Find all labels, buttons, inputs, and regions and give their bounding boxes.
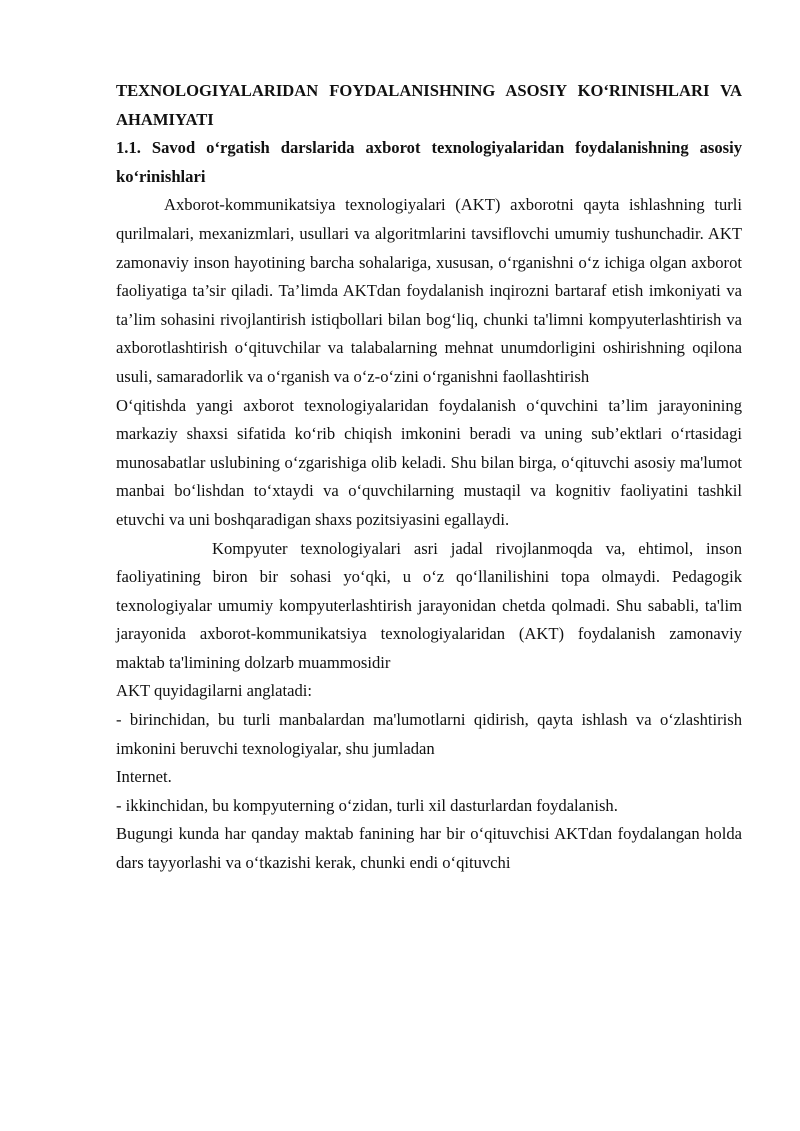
main-title: TEXNOLOGIYALARIDAN FOYDALANISHNING ASOSIY KO‘RINISHLARI VA AHAMIYATI (116, 81, 742, 129)
list-item-first-continuation: Internet. (116, 767, 172, 787)
section-title: 1.1. Savod o‘rgatish darslarida axborot texnologiyalaridan foydalanishning asosiy ko‘rinishlari (116, 138, 742, 186)
paragraph-computer-technologies: Kompyuter texnologiyalari asri jadal rivojlanmoqda va, ehtimol, inson faoliyatining biron bir sohasi yo‘qki, u o‘z qo‘llanilishini topa olmaydi. Pedagogik texnologiyalar umumiy kompyuterlashtirish jarayonidan chetda qolmadi. Shu sababli, ta'lim jarayonida axborot-kommunikatsiya texnologiyalaridan (AKT) foydalanish zamonaviy maktab ta'limining dolzarb muammosidir (116, 538, 742, 672)
paragraph-today: Bugungi kunda har qanday maktab fanining har bir o‘qituvchisi AKTdan foydalangan holda dars tayyorlashi va o‘tkazishi kerak, chunki endi o‘qituvchi (116, 824, 742, 873)
document-body (116, 77, 742, 878)
paragraph-new-technologies: O‘qitishda yangi axborot texnologiyalaridan foydalanish o‘quvchini ta’lim jarayonining markaziy shaxsi sifatida ko‘rib chiqish imkonini beradi va uning sub’ektlari o‘rtasidagi munosabatlar uslubining o‘zgarishiga olib keladi. Shu bilan birga, o‘qituvchi asosiy ma'lumot manbai bo‘lishdan to‘xtaydi va o‘quvchilarning mustaqil va kognitiv faoliyatini tashkil etuvchi va uni boshqaradigan shaxs pozitsiyasini egallaydi. (116, 395, 742, 529)
list-item-second: - ikkinchidan, bu kompyuterning o‘zidan, turli xil dasturlardan foydalanish. (116, 795, 618, 815)
paragraph-akt-means: AKT quyidagilarni anglatadi: (116, 681, 313, 701)
list-item-first: - birinchidan, bu turli manbalardan ma'lumotlarni qidirish, qayta ishlash va o‘zlashtirish imkonini beruvchi texnologiyalar, shu jumladan (116, 710, 742, 758)
paragraph-akt-definition: Axborot-kommunikatsiya texnologiyalari (AKT) axborotni qayta ishlashning turli qurilmalari, mexanizmlari, usullari va algoritmlarini tavsiflovchi umumiy tushunchadir. AKT zamonaviy inson hayotining barcha sohalariga, xususan, o‘rganishni o‘z ichiga olgan axborot faoliyatiga ta’sir qiladi. Ta’limda AKTdan foydalanish inqirozni bartaraf etish imkoniyati va ta’lim sohasini rivojlantirish istiqbollari bilan bog‘liq, chunki ta'limni kompyuterlashtirish va axborotlashtirish o‘qituvchilar va talabalarning mehnat unumdorligini oshirishning oqilona usuli, samaradorlik va o‘rganish va o‘z-o‘zini o‘rganishni faollashtirish (116, 195, 742, 386)
